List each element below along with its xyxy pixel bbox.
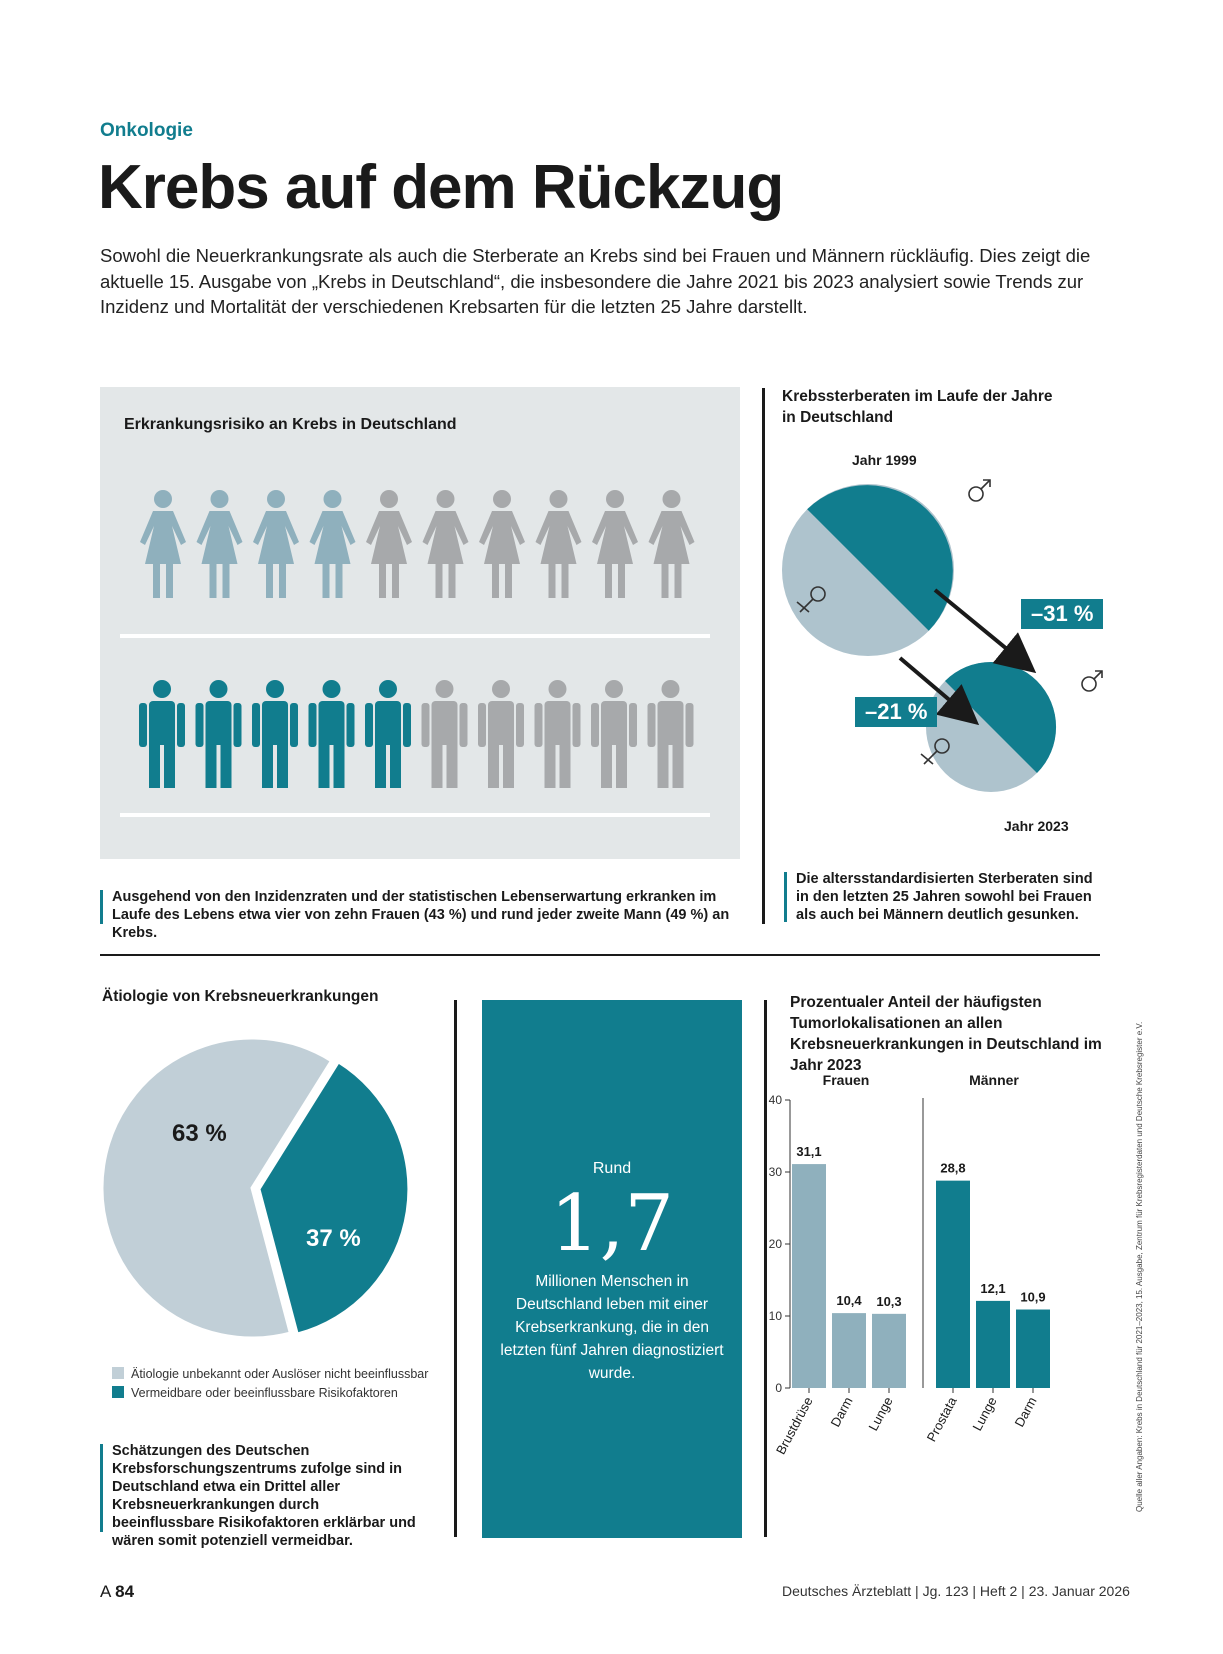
bar bbox=[832, 1313, 866, 1388]
category-label: Darm bbox=[827, 1394, 856, 1430]
section-kicker: Onkologie bbox=[100, 120, 193, 141]
man-figure-icon bbox=[139, 680, 185, 788]
bar-chart-title: Prozentualer Anteil der häufigsten Tumorlokalisationen an allen Krebsneuerkrankungen in Deutschland im Jahr 2023 bbox=[790, 994, 1102, 1074]
woman-figure-icon bbox=[423, 490, 469, 598]
divider bbox=[120, 813, 710, 817]
legend-label: Vermeidbare oder beeinflussbare Risikofaktoren bbox=[131, 1386, 398, 1400]
page-title: Krebs auf dem Rückzug bbox=[98, 153, 784, 222]
male-symbol-icon bbox=[1082, 671, 1102, 691]
man-figure-icon bbox=[535, 680, 581, 788]
woman-figure-icon bbox=[366, 490, 412, 598]
bar-value-label: 12,1 bbox=[980, 1280, 1006, 1296]
bar bbox=[872, 1314, 906, 1388]
source-note: Quelle aller Angaben: Krebs in Deutschland für 2021–2023, 15. Ausgabe, Zentrum für Krebsregisterdaten und Deutsche Krebsregister e.V. bbox=[1135, 1021, 1144, 1512]
man-figure-icon bbox=[648, 680, 694, 788]
bar-value-label: 28,8 bbox=[940, 1160, 966, 1176]
y-tick-label: 40 bbox=[768, 1093, 782, 1107]
woman-figure-icon bbox=[649, 490, 695, 598]
y-tick-label: 0 bbox=[775, 1381, 782, 1395]
bar bbox=[792, 1164, 826, 1388]
aetiology-pie bbox=[100, 1030, 420, 1350]
year-end-label: Jahr 2023 bbox=[1004, 818, 1069, 834]
caption-marker bbox=[784, 872, 787, 922]
bar-value-label: 10,3 bbox=[876, 1293, 902, 1309]
category-label: Prostata bbox=[923, 1394, 960, 1445]
risk-title: Erkrankungsrisiko an Krebs in Deutschland bbox=[124, 416, 457, 433]
woman-figure-icon bbox=[140, 490, 186, 598]
column-rule bbox=[454, 1000, 457, 1537]
man-figure-icon bbox=[365, 680, 411, 788]
y-tick-label: 20 bbox=[768, 1237, 782, 1251]
tumor-bar-chart bbox=[768, 1072, 1120, 1540]
woman-figure-icon bbox=[479, 490, 525, 598]
page-number bbox=[100, 1582, 134, 1602]
group-label: Frauen bbox=[822, 1072, 870, 1088]
pie-label-unknown: 63 % bbox=[172, 1120, 227, 1147]
group-label: Männer bbox=[969, 1072, 1019, 1088]
category-label: Lunge bbox=[865, 1394, 896, 1434]
man-figure-icon bbox=[422, 680, 468, 788]
page-prefix: A bbox=[100, 1582, 111, 1601]
bar-value-label: 10,4 bbox=[836, 1293, 862, 1309]
year-start-label: Jahr 1999 bbox=[852, 452, 917, 468]
legend-item-avoidable bbox=[112, 1386, 398, 1400]
bar bbox=[1016, 1310, 1050, 1388]
legend-label: Ätiologie unbekannt oder Auslöser nicht beeinflussbar bbox=[131, 1367, 429, 1381]
man-figure-icon bbox=[591, 680, 637, 788]
man-figure-icon bbox=[478, 680, 524, 788]
y-tick-label: 30 bbox=[768, 1165, 782, 1179]
aetiology-title: Ätiologie von Krebsneuerkrankungen bbox=[102, 988, 379, 1005]
column-rule bbox=[762, 388, 765, 924]
column-rule bbox=[764, 1000, 767, 1537]
risk-caption: Ausgehend von den Inzidenzraten und der statistischen Lebenserwartung erkranken im Laufe des Lebens etwa vier von zehn Frauen (43 %) und rund jeder zweite Mann (49 %) an Krebs. bbox=[112, 889, 730, 941]
legend-swatch bbox=[112, 1367, 124, 1379]
male-symbol-icon bbox=[969, 480, 990, 501]
man-figure-icon bbox=[196, 680, 242, 788]
legend-item-unknown bbox=[112, 1367, 428, 1381]
highlight-number: 1,7 bbox=[549, 1179, 675, 1269]
bar-value-label: 31,1 bbox=[796, 1144, 822, 1160]
woman-figure-icon bbox=[197, 490, 243, 598]
pie-label-avoidable: 37 % bbox=[306, 1225, 361, 1252]
highlight-prefix: Rund bbox=[592, 1160, 632, 1177]
arrow-men bbox=[935, 590, 1030, 668]
mortality-diagram bbox=[780, 450, 1110, 840]
mortality-caption: Die altersstandardisierten Sterberaten sind in den letzten 25 Jahren sowohl bei Frauen als auch bei Männern deutlich gesunken. bbox=[796, 871, 1093, 923]
woman-figure-icon bbox=[592, 490, 638, 598]
section-divider bbox=[100, 954, 1100, 956]
caption-marker bbox=[100, 890, 103, 924]
women-icon-row bbox=[136, 490, 716, 610]
men-icon-row bbox=[136, 680, 716, 800]
intro-text: Sowohl die Neuerkrankungsrate als auch die Sterberate an Krebs sind bei Frauen und Männern rückläufig. Dies zeigt die aktuelle 15. Ausgabe von „Krebs in Deutschland“, die insbesondere die Jahre 2021 bis 2023 analysiert sowie Trends zur Inzidenz und Mortalität der verschiedenen Krebsarten für die letzten 25 Jahre darstellt. bbox=[100, 245, 1091, 317]
men-change-badge: –31 % bbox=[1021, 599, 1103, 629]
category-label: Lunge bbox=[969, 1394, 1000, 1434]
highlight-text: Millionen Menschen in Deutschland leben mit einer Krebserkrankung, die in den letzten fünf Jahren diagnostiziert wurde. bbox=[500, 1273, 724, 1382]
man-figure-icon bbox=[309, 680, 355, 788]
highlight-box bbox=[482, 1000, 742, 1538]
legend-swatch bbox=[112, 1386, 124, 1398]
aetiology-caption: Schätzungen des Deutschen Krebsforschungszentrums zufolge sind in Deutschland etwa ein Drittel aller Krebsneuerkrankungen durch beeinflussbare Risikofaktoren erklärbar und wären somit potenziell vermeidbar. bbox=[112, 1443, 416, 1549]
bar bbox=[976, 1301, 1010, 1388]
bar-value-label: 10,9 bbox=[1020, 1289, 1046, 1305]
woman-figure-icon bbox=[536, 490, 582, 598]
bar bbox=[936, 1181, 970, 1388]
divider bbox=[120, 634, 710, 638]
category-label: Darm bbox=[1011, 1394, 1040, 1430]
mortality-title: Krebssterberaten im Laufe der Jahre in Deutschland bbox=[782, 388, 1053, 426]
page-number-value: 84 bbox=[115, 1582, 135, 1601]
women-change-badge: –21 % bbox=[855, 697, 937, 727]
y-tick-label: 10 bbox=[768, 1309, 782, 1323]
publication-footer: Deutsches Ärzteblatt | Jg. 123 | Heft 2 | 23. Januar 2026 bbox=[782, 1583, 1130, 1599]
man-figure-icon bbox=[252, 680, 298, 788]
category-label: Brustdrüse bbox=[772, 1394, 816, 1457]
woman-figure-icon bbox=[253, 490, 299, 598]
caption-marker bbox=[100, 1444, 103, 1532]
woman-figure-icon bbox=[310, 490, 356, 598]
